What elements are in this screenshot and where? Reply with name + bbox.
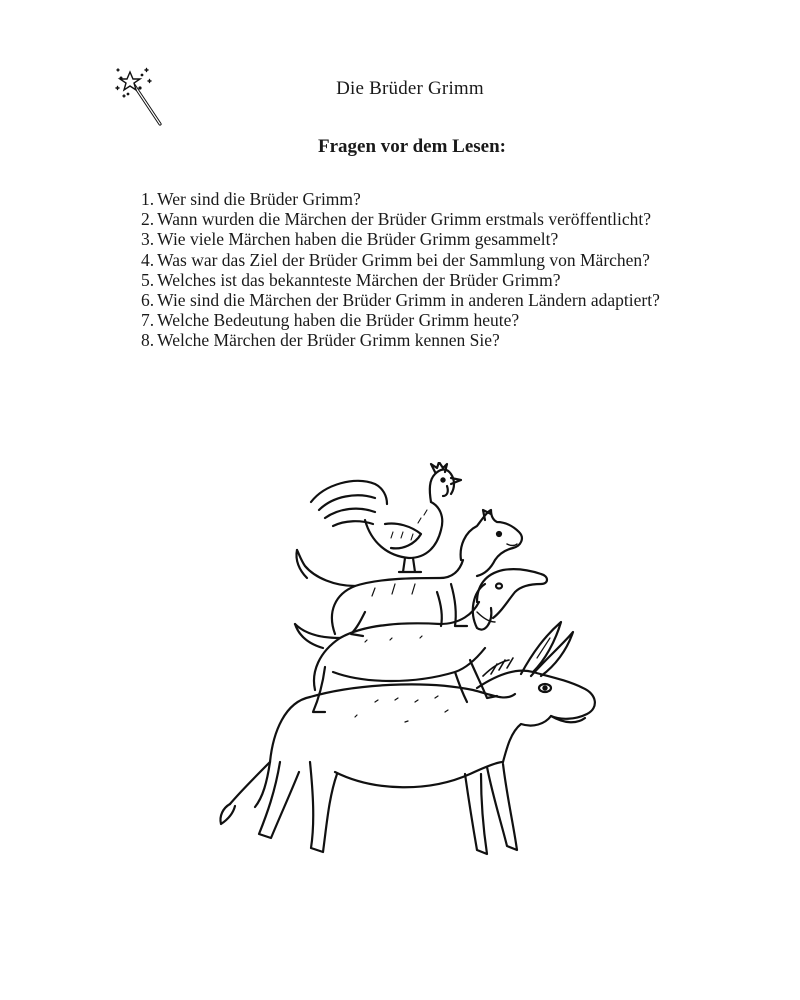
question-item bbox=[117, 229, 705, 249]
question-text: Wie viele Märchen haben die Brüder Grimm gesammelt? bbox=[157, 229, 559, 250]
question-number: 2. bbox=[141, 209, 155, 230]
question-text: Was war das Ziel der Brüder Grimm bei der Sammlung von Märchen? bbox=[157, 249, 650, 270]
question-item bbox=[117, 250, 705, 270]
question-number: 4. bbox=[141, 249, 155, 270]
question-item bbox=[117, 209, 705, 229]
question-text: Welche Bedeutung haben die Brüder Grimm heute? bbox=[157, 310, 520, 331]
question-item bbox=[117, 310, 705, 330]
question-number: 3. bbox=[141, 229, 155, 250]
question-text: Welches ist das bekannteste Märchen der Brüder Grimm? bbox=[157, 269, 561, 290]
bremen-town-musicians-illustration bbox=[215, 462, 605, 872]
question-item bbox=[117, 330, 705, 350]
question-text: Wann wurden die Märchen der Brüder Grimm erstmals veröffentlicht? bbox=[157, 209, 652, 230]
donkey-drawing bbox=[220, 622, 594, 854]
question-number: 6. bbox=[141, 290, 155, 311]
question-number: 7. bbox=[141, 310, 155, 331]
question-number: 8. bbox=[141, 330, 155, 351]
question-text: Welche Märchen der Brüder Grimm kennen Sie? bbox=[157, 330, 500, 351]
rooster-drawing bbox=[311, 462, 461, 572]
question-item bbox=[117, 290, 705, 310]
question-text: Wie sind die Märchen der Brüder Grimm in anderen Ländern adaptiert? bbox=[157, 290, 660, 311]
question-number: 1. bbox=[141, 189, 155, 209]
question-item bbox=[117, 189, 705, 209]
question-number: 5. bbox=[141, 269, 155, 290]
question-text: Wer sind die Brüder Grimm? bbox=[157, 189, 361, 209]
question-list bbox=[117, 189, 705, 351]
page-title: Die Brüder Grimm bbox=[336, 78, 484, 99]
question-item bbox=[117, 270, 705, 290]
section-heading: Fragen vor dem Lesen: bbox=[317, 136, 507, 157]
